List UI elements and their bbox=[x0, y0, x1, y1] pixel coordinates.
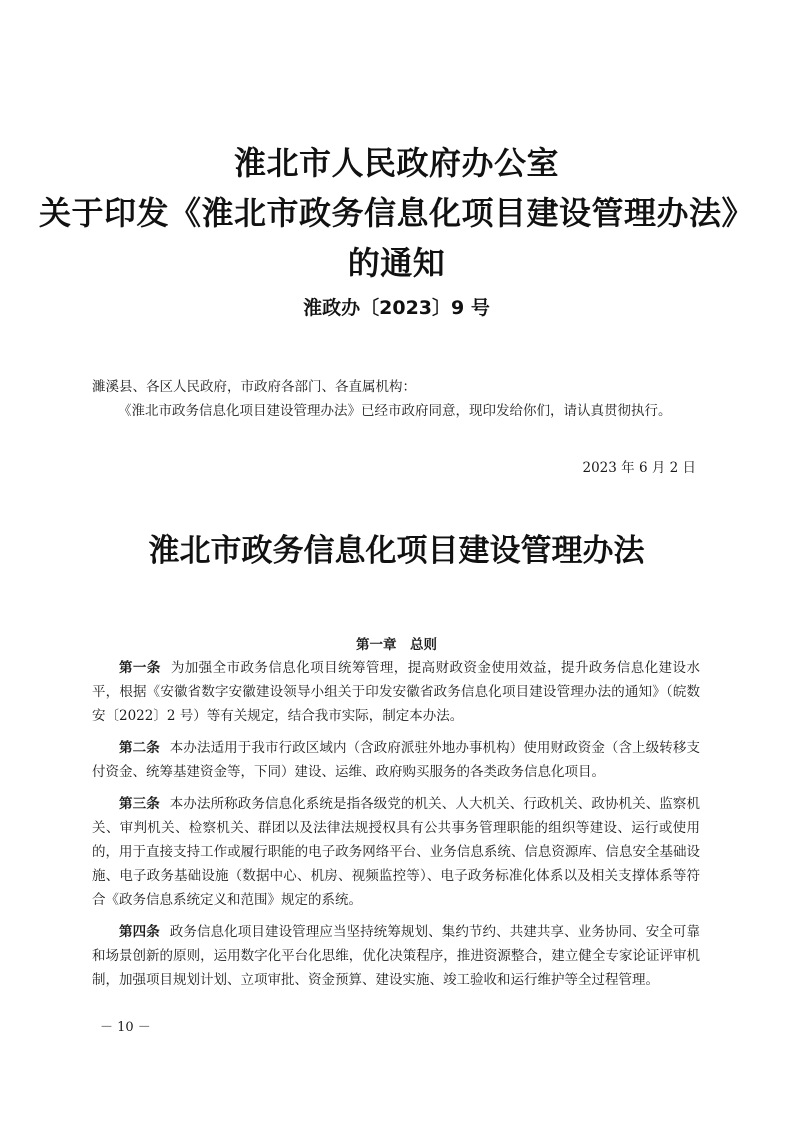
page-number: － 10 － bbox=[100, 1020, 151, 1035]
issue-date: 2023 年 6 月 2 日 bbox=[582, 460, 696, 476]
article-label: 第二条 bbox=[119, 740, 160, 756]
article-text: 为加强全市政务信息化项目统筹管理，提高财政资金使用效益，提升政务信息化建设水平，根据《安徽省数字安徽建设领导小组关于印发安徽省政务信息化项目建设管理办法的通知》（皖数安〔2022〕2 号）等有关规定，结合我市实际，制定本办法。 bbox=[92, 660, 700, 724]
measures-title: 淮北市政务信息化项目建设管理办法 bbox=[148, 533, 645, 569]
article-label: 第三条 bbox=[119, 796, 160, 812]
notice-title-line-1: 淮北市人民政府办公室 bbox=[233, 144, 559, 182]
article-text: 本办法适用于我市行政区域内（含政府派驻外地办事机构）使用财政资金（含上级转移支付资金、统筹基建资金等，下同）建设、运维、政府购买服务的各类政务信息化项目。 bbox=[92, 740, 701, 780]
article-3 bbox=[92, 792, 700, 912]
article-1 bbox=[92, 656, 700, 728]
article-label: 第四条 bbox=[119, 924, 160, 940]
article-text: 政务信息化项目建设管理应当坚持统筹规划、集约节约、共建共享、业务协同、安全可靠和场景创新的原则，运用数字化平台化思维，优化决策程序，推进资源整合，建立健全专家论证评审机制，加强项目规划计划、立项审批、资金预算、建设实施、竣工验收和运行维护等全过程管理。 bbox=[92, 924, 701, 988]
article-2 bbox=[92, 736, 700, 784]
article-text: 本办法所称政务信息化系统是指各级党的机关、人大机关、行政机关、政协机关、监察机关、审判机关、检察机关、群团以及法律法规授权具有公共事务管理职能的组织等建设、运行或使用的，用于直接支持工作或履行职能的电子政务网络平台、业务信息系统、信息资源库、信息安全基础设施、电子政务基础设施（数据中心、机房、视频监控等）、电子政务标准化体系以及相关支撑体系等符合《政务信息系统定义和范围》规定的系统。 bbox=[92, 796, 701, 908]
notice-title-line-3: 的通知 bbox=[347, 244, 446, 282]
addressee: 濉溪县、各区人民政府，市政府各部门、各直属机构： bbox=[92, 379, 416, 395]
document-number: 淮政办〔2023〕9 号 bbox=[303, 297, 490, 319]
chapter-heading: 第一章 总则 bbox=[356, 637, 437, 653]
article-4 bbox=[92, 920, 700, 992]
articles-list bbox=[92, 656, 700, 1000]
notice-body: 《淮北市政务信息化项目建设管理办法》已经市政府同意，现印发给你们，请认真贯彻执行。 bbox=[118, 403, 672, 419]
article-label: 第一条 bbox=[119, 660, 161, 676]
notice-title-line-2: 关于印发《淮北市政务信息化项目建设管理办法》 bbox=[38, 194, 754, 232]
notice-title-block bbox=[0, 138, 793, 322]
